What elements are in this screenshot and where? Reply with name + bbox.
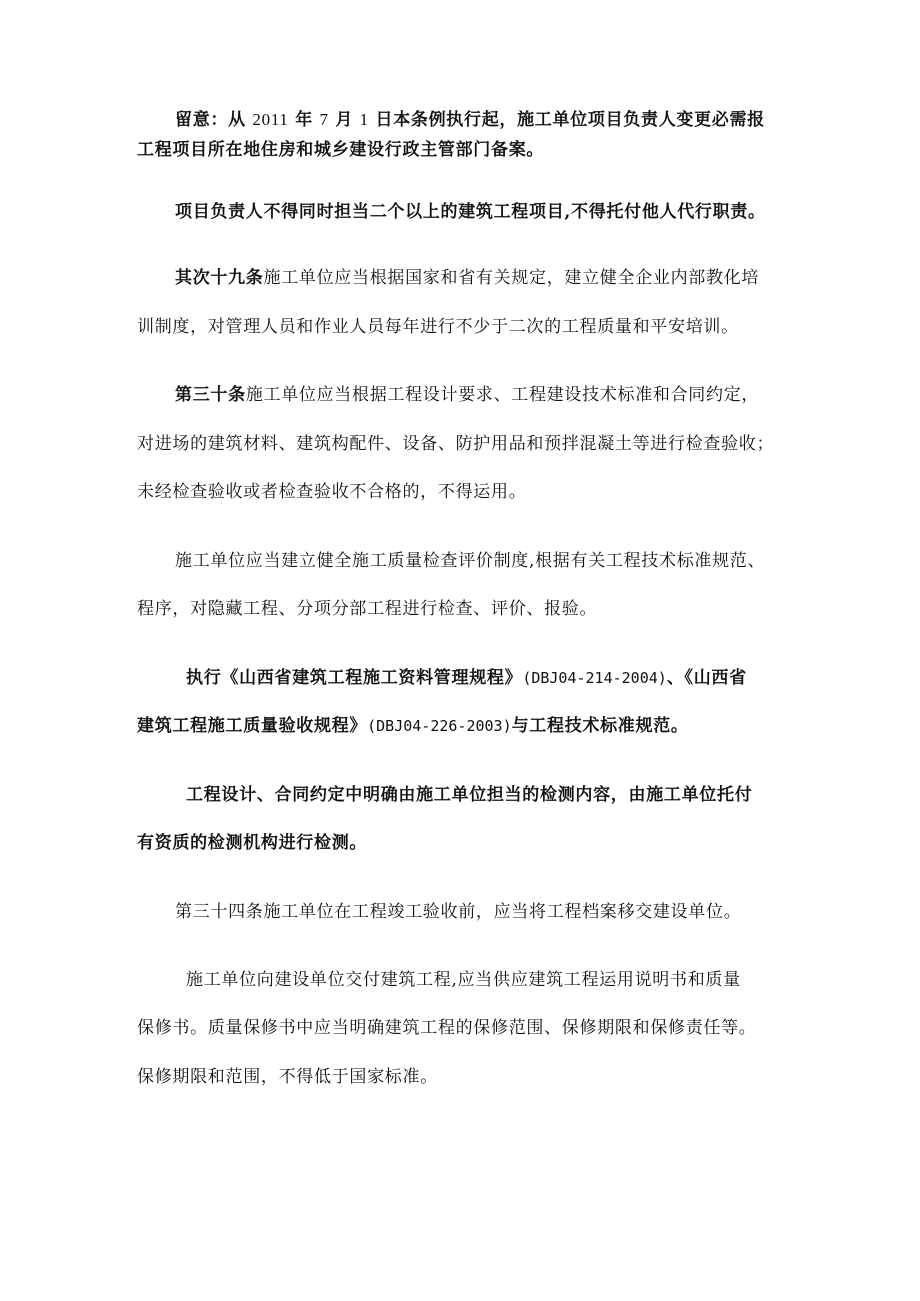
paragraph-9-line-2: 保修书。质量保修书中应当明确建筑工程的保修范围、保修期限和保修责任等。	[137, 1018, 757, 1038]
month-number: 7	[319, 110, 329, 129]
paragraph-7-line-2: 有资质的检测机构进行检测。	[137, 833, 368, 853]
regulation-code: (DBJ04-214-2004)	[522, 669, 667, 687]
paragraph-9-line-3: 保修期限和范围，不得低于国家标准。	[137, 1067, 438, 1087]
regulation-text: 与工程技术标准规范。	[511, 716, 689, 736]
paragraph-2-line-1: 项目负责人不得同时担当二个以上的建筑工程项目,不得托付他人代行职责。	[175, 202, 766, 222]
paragraph-3-line-2: 训制度，对管理人员和作业人员每年进行不少于二次的工程质量和平安培训。	[137, 317, 739, 337]
day-number: 1	[359, 110, 369, 129]
paragraph-6-line-1	[186, 665, 747, 691]
regulation-title: 、《山西省	[666, 668, 747, 688]
regulation-code: (DBJ04-226-2003)	[367, 717, 512, 735]
paragraph-1-line-1	[175, 107, 765, 133]
article-text: 施工单位应当根据国家和省有关规定，建立健全企业内部教化培	[263, 268, 760, 288]
paragraph-8-line-1: 第三十四条施工单位在工程竣工验收前，应当将工程档案移交建设单位。	[175, 902, 742, 922]
paragraph-6-line-2	[137, 713, 689, 739]
paragraph-4-line-2: 对进场的建筑材料、建筑构配件、设备、防护用品和预拌混凝土等进行检查验收；	[137, 434, 775, 454]
year-number: 2011	[252, 110, 289, 129]
paragraph-3-line-1	[175, 265, 759, 291]
article-heading: 其次十九条	[175, 268, 264, 288]
regulation-title: 执行《山西省建筑工程施工资料管理规程》	[186, 668, 523, 688]
paragraph-5-line-2: 程序，对隐藏工程、分项分部工程进行检查、评价、报验。	[137, 599, 598, 619]
article-heading: 第三十条	[175, 385, 246, 405]
regulation-title: 建筑工程施工质量验收规程》	[137, 716, 368, 736]
paragraph-1-line-2: 工程项目所在地住房和城乡建设行政主管部门备案。	[137, 140, 545, 160]
paragraph-7-line-1: 工程设计、合同约定中明确由施工单位担当的检测内容，由施工单位托付	[186, 785, 753, 805]
paragraph-9-line-1: 施工单位向建设单位交付建筑工程,应当供应建筑工程运用说明书和质量	[186, 970, 741, 990]
paragraph-4-line-1	[175, 382, 759, 408]
month-unit: 月	[328, 110, 360, 130]
paragraph-4-line-3: 未经检查验收或者检查验收不合格的，不得运用。	[137, 482, 527, 502]
paragraph-5-line-1: 施工单位应当建立健全施工质量检查评价制度,根据有关工程技术标准规范、	[175, 551, 766, 571]
notice-text-rest: 日本条例执行起，施工单位项目负责人变更必需报	[368, 110, 765, 130]
year-unit: 年	[288, 110, 320, 130]
article-text: 施工单位应当根据工程设计要求、工程建设技术标准和合同约定，	[245, 385, 760, 405]
notice-text-start: 留意：从	[175, 110, 253, 130]
